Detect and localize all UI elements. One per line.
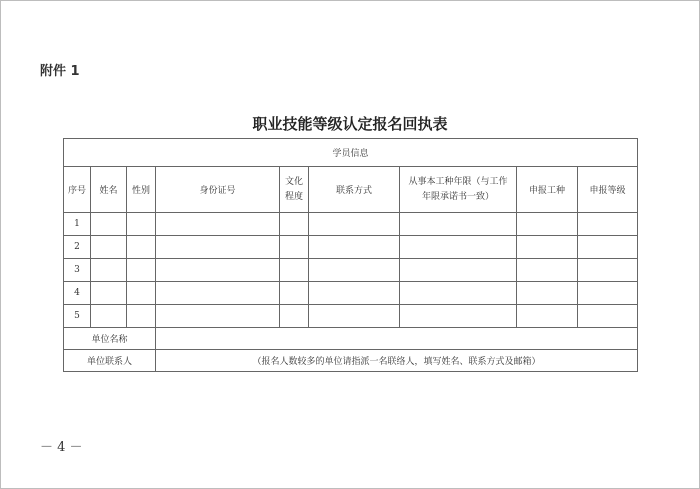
unit-name-field[interactable] [156,328,638,350]
years-cell[interactable] [400,305,517,328]
education-cell[interactable] [280,282,309,305]
attachment-label: 附件 1 [40,64,80,79]
unit-contact-field[interactable]: （报名人数较多的单位请指派一名联络人，填写姓名、联系方式及邮箱） [156,350,638,372]
education-cell[interactable] [280,213,309,236]
id-number-cell[interactable] [156,213,280,236]
column-header-row [64,167,638,213]
level-cell[interactable] [578,305,638,328]
years-cell[interactable] [400,259,517,282]
row-index: 1 [64,213,91,236]
table-row [64,305,638,328]
gender-cell[interactable] [127,236,156,259]
col-index-header: 序号 [64,167,91,213]
name-cell[interactable] [91,282,127,305]
level-cell[interactable] [578,236,638,259]
unit-name-row [64,328,638,350]
col-education-line1: 文化 [284,176,303,187]
col-id-number-header: 身份证号 [156,167,280,213]
col-education-line2: 程度 [284,191,303,202]
years-cell[interactable] [400,213,517,236]
row-index: 4 [64,282,91,305]
table-row [64,259,638,282]
occupation-cell[interactable] [517,259,578,282]
row-index: 2 [64,236,91,259]
name-cell[interactable] [91,236,127,259]
occupation-cell[interactable] [517,213,578,236]
contact-cell[interactable] [309,236,400,259]
col-education-header [280,167,309,213]
unit-contact-label: 单位联系人 [64,350,156,372]
col-years-line2: 年限承诺书一致） [421,191,494,202]
registration-table [63,138,638,372]
row-index: 3 [64,259,91,282]
row-index: 5 [64,305,91,328]
col-years-line1: 从事本工种年限（与工作 [408,176,508,187]
name-cell[interactable] [91,259,127,282]
col-years-header [400,167,517,213]
level-cell[interactable] [578,282,638,305]
contact-cell[interactable] [309,282,400,305]
col-gender-header: 性别 [127,167,156,213]
occupation-cell[interactable] [517,282,578,305]
occupation-cell[interactable] [517,236,578,259]
col-name-header: 姓名 [91,167,127,213]
col-contact-header: 联系方式 [309,167,400,213]
gender-cell[interactable] [127,259,156,282]
form-title: 职业技能等级认定报名回执表 [252,115,448,133]
education-cell[interactable] [280,305,309,328]
level-cell[interactable] [578,213,638,236]
education-cell[interactable] [280,236,309,259]
years-cell[interactable] [400,236,517,259]
name-cell[interactable] [91,213,127,236]
gender-cell[interactable] [127,213,156,236]
id-number-cell[interactable] [156,282,280,305]
contact-cell[interactable] [309,213,400,236]
years-cell[interactable] [400,282,517,305]
gender-cell[interactable] [127,305,156,328]
id-number-cell[interactable] [156,305,280,328]
col-level-header: 申报等级 [578,167,638,213]
page-number: － 4 － [40,440,83,455]
id-number-cell[interactable] [156,259,280,282]
unit-name-label: 单位名称 [64,328,156,350]
education-cell[interactable] [280,259,309,282]
table-row [64,213,638,236]
gender-cell[interactable] [127,282,156,305]
section-header: 学员信息 [64,139,638,167]
id-number-cell[interactable] [156,236,280,259]
contact-cell[interactable] [309,259,400,282]
occupation-cell[interactable] [517,305,578,328]
level-cell[interactable] [578,259,638,282]
table-row [64,236,638,259]
col-occupation-header: 申报工种 [517,167,578,213]
name-cell[interactable] [91,305,127,328]
table-row [64,282,638,305]
contact-cell[interactable] [309,305,400,328]
unit-contact-row [64,350,638,372]
